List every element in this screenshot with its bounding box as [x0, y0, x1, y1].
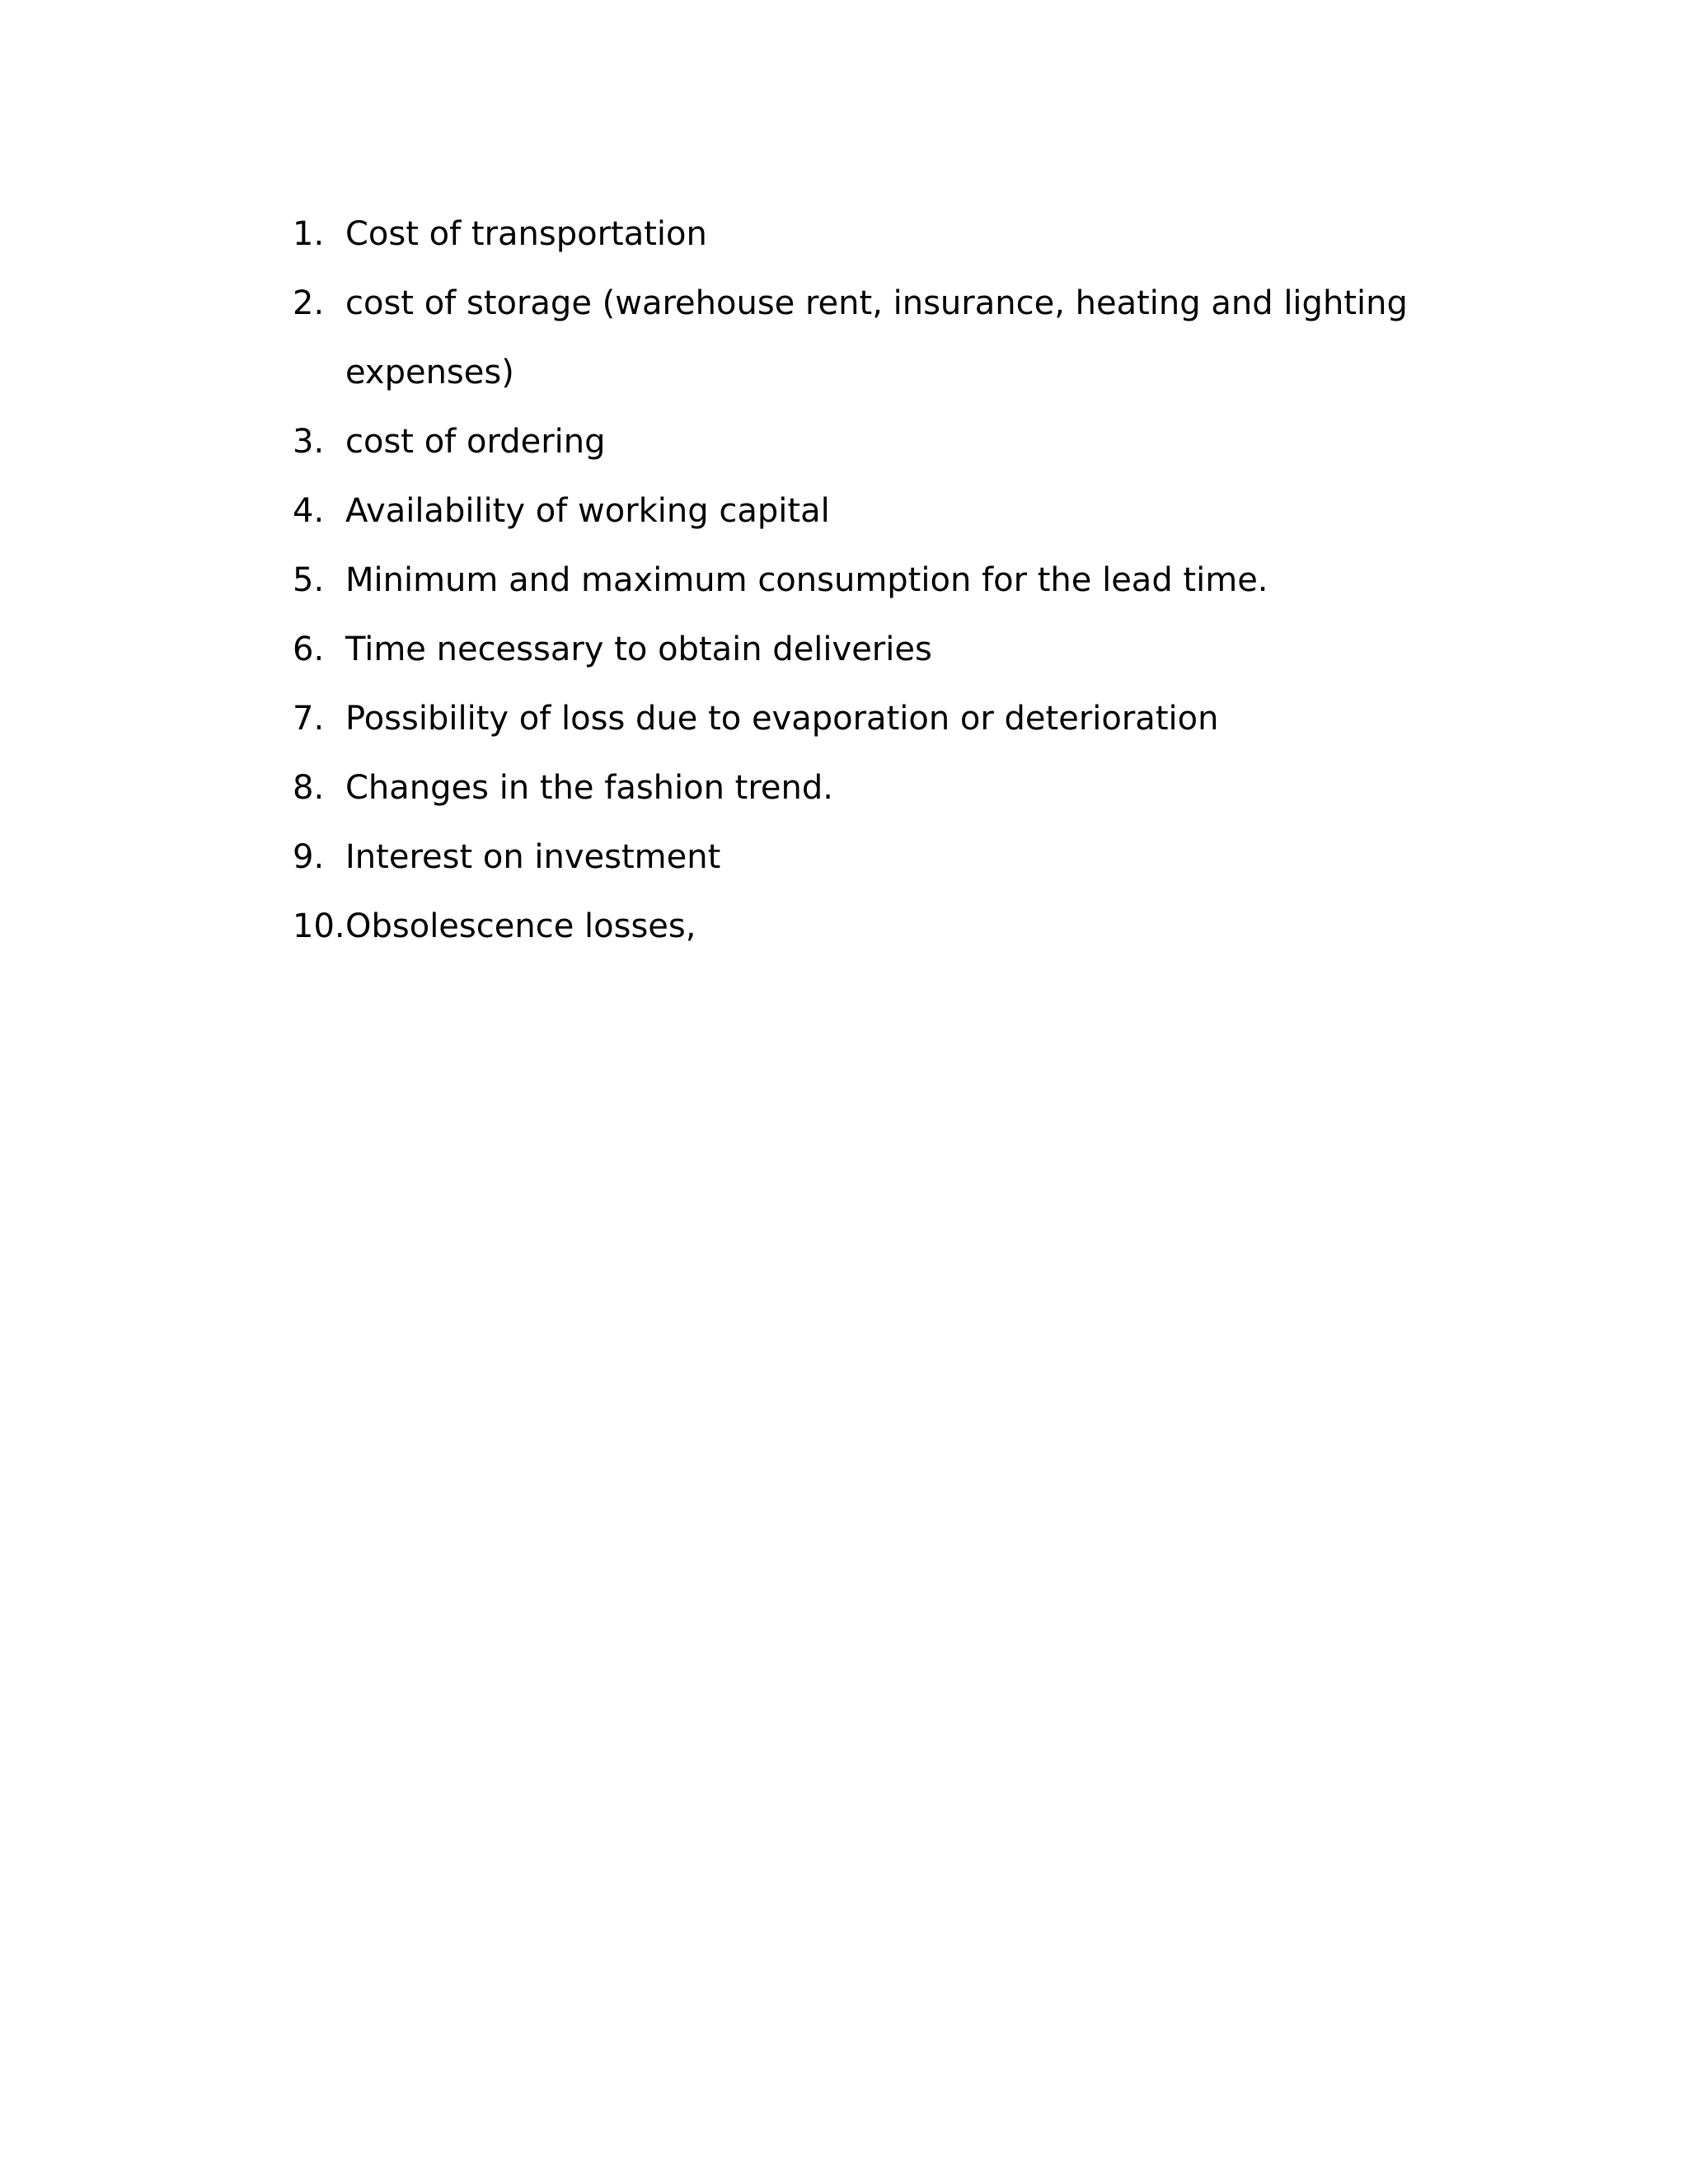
- list-item: [293, 892, 1447, 961]
- list-item: [293, 823, 1447, 892]
- list-item-text: Possibility of loss due to evaporation or deterioration: [345, 700, 1219, 738]
- list-item: [293, 407, 1447, 476]
- list-item-text: Minimum and maximum consumption for the lead time.: [345, 561, 1268, 599]
- list-item-number: 1.: [293, 215, 325, 253]
- list-item-text: Cost of transportation: [345, 215, 707, 253]
- numbered-list: [293, 199, 1447, 961]
- list-item-text-continuation: expenses): [345, 354, 514, 391]
- list-item-text: Obsolescence losses,: [345, 907, 696, 945]
- list-item-text: Changes in the fashion trend.: [345, 769, 833, 807]
- list-item-number: 8.: [293, 769, 325, 807]
- list-item-number: 3.: [293, 423, 325, 461]
- list-item-text: Time necessary to obtain deliveries: [345, 630, 932, 668]
- list-item: [293, 199, 1447, 269]
- list-item-number: 6.: [293, 630, 325, 668]
- list-item-number: 5.: [293, 561, 325, 599]
- list-item-text: Interest on investment: [345, 838, 721, 876]
- list-item: [293, 615, 1447, 684]
- list-item-number: 9.: [293, 838, 325, 876]
- list-item: [293, 476, 1447, 546]
- list-item: [293, 546, 1447, 615]
- list-item-number: 4.: [293, 492, 325, 530]
- list-item-text: Availability of working capital: [345, 492, 830, 530]
- list-item-number: 2.: [293, 284, 325, 322]
- list-item-text: cost of storage (warehouse rent, insurance, heating and lighting: [345, 284, 1408, 322]
- list-item-text: cost of ordering: [345, 423, 606, 461]
- list-item: [293, 684, 1447, 753]
- list-item: [293, 753, 1447, 823]
- list-item: [293, 269, 1447, 407]
- list-item-number: 10.: [293, 907, 345, 945]
- list-item-number: 7.: [293, 700, 325, 738]
